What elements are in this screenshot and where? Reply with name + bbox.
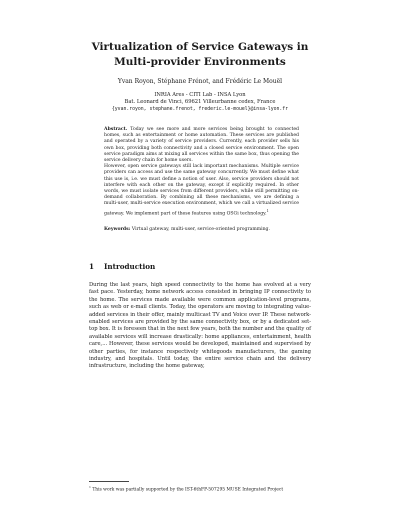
section-heading: [89, 262, 155, 271]
title-line-2: Multi-provider Environments: [114, 56, 286, 68]
abstract-para-1: [104, 127, 299, 164]
footnote-text: This work was partially supported by the IST-6thFP-507295 MUSE Integrated Project: [92, 487, 284, 493]
footnote: [89, 484, 311, 493]
abstract-text-1: Today we see more and more services being brought to connected homes, such as entertainment or home automation. These services are published and operated by a variety of service providers. Currently, each provider sells his own box, providing both connectivity and a closed service environment. The open service paradigm aims at mixing all services within the same box, thus opening the service delivery chain for home users.: [104, 127, 299, 164]
intro-paragraph: During the last years, high speed connectivity to the home has evolved at a very fast pace. Yesterday, home network access consisted in bringing IP connectivity to the home. The services made available were common application-level programs, such as web or e-mail clients. Today, the operators are moving to integrating value-added services in their offer, mainly multicast TV and Voice over IP. These network-enabled services are provided by the same connectivity box, or by a dedicated set-top box. It is foreseen that in the next few years, both the number and the quality of available services will increase drastically: home appliances, entertainment, health care,... However, these services would be developed, maintained and supervised by other parties, for instance respectively whitegoods manufacturers, the gaming industry, and hospitals. Until today, the entire service chain and the delivery infrastructure, including the home gateway,: [89, 282, 311, 370]
footnote-number: 1: [89, 485, 91, 489]
affiliation-line-1: INRIA Ares - CITI Lab - INSA Lyon: [154, 92, 246, 98]
author-list: Yvan Royon, Stéphane Frénot, and Frédéric Le Mouël: [117, 78, 283, 85]
abstract-text-2: However, open service gateways still lack important mechanisms. Multiple service providers can access and use the same gateway concurrently. We must define what this use is, i.e. we must define a notion of user. Also, service providers should not interfere with each other on the gateway, except if explicitly required. In other words, we must isolate services from different providers, while still permitting on-demand collaboration. By combining all these mechanisms, we are defining a multi-user, multi-service execution environment, which we call a virtualized service gateway. We implement part of these features using OSGi technology.: [104, 164, 299, 217]
author-emails: {yvan.royon, stephane.frenot, frederic.le-mouel}@insa-lyon.fr: [111, 107, 289, 112]
keywords-text: Virtual gateway, multi-user, service-oriented programming.: [131, 227, 270, 232]
abstract-label: Abstract.: [104, 127, 128, 132]
footnote-marker: 1: [266, 208, 269, 213]
keywords-label: Keywords:: [104, 227, 131, 232]
footnote-rule: [89, 481, 129, 482]
introduction-body: [89, 282, 311, 371]
abstract-para-2: [104, 164, 299, 217]
paper-title: [0, 40, 400, 70]
title-line-1: Virtualization of Service Gateways in: [91, 41, 309, 53]
section-title: Introduction: [104, 262, 156, 271]
affiliation: [0, 92, 400, 113]
keywords: [104, 227, 304, 233]
section-number: 1: [89, 262, 95, 271]
affiliation-line-2: Bat. Leonard de Vinci, 69621 Villeurbanne cedex, France: [124, 99, 276, 105]
abstract: [104, 127, 299, 217]
